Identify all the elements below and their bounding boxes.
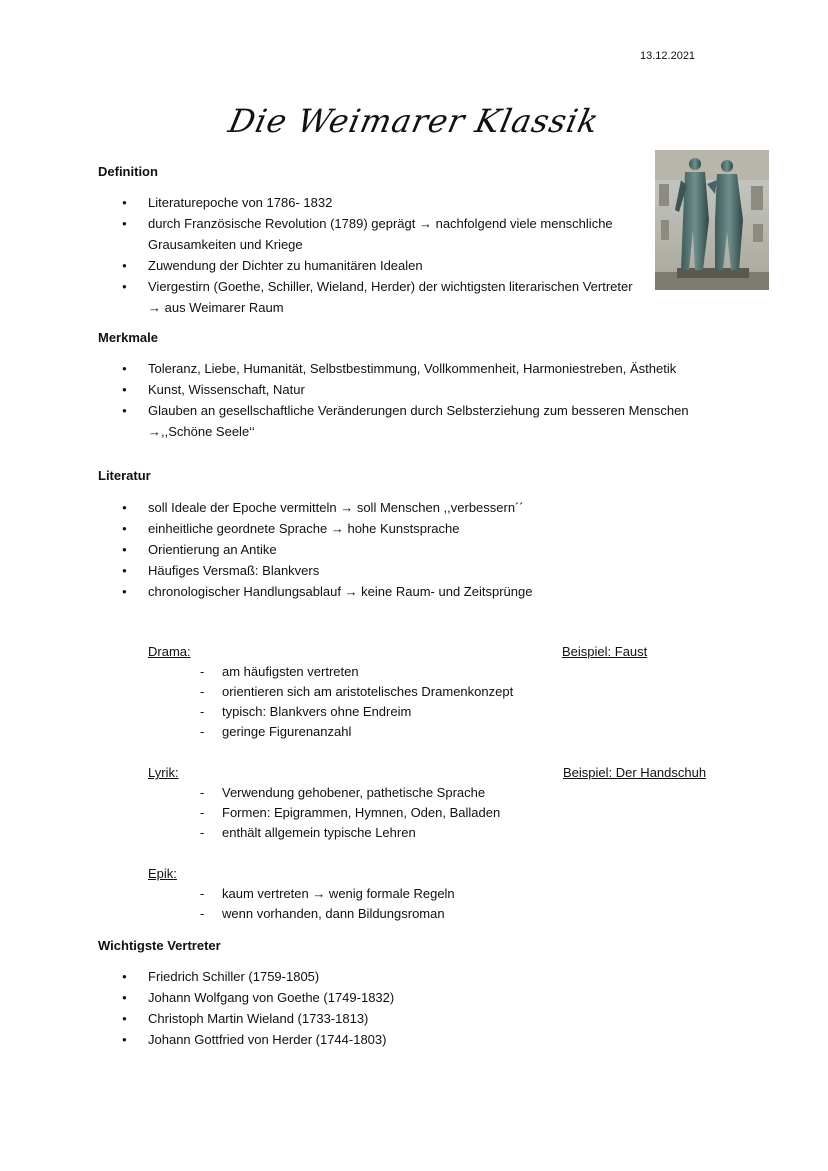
list-item: ● Christoph Martin Wieland (1733-1813) [98,1008,638,1029]
list-item: - typisch: Blankvers ohne Endreim [198,702,618,722]
section-heading-definition: Definition [98,164,158,179]
list-item: - kaum vertreten → wenig formale Regeln [198,884,618,904]
lyrik-list [198,783,618,843]
list-item: - am häufigsten vertreten [198,662,618,682]
list-item: - enthält allgemein typische Lehren [198,823,618,843]
drama-list [198,662,618,742]
lyrik-example: Beispiel: Der Handschuh [563,765,707,780]
merkmale-list [98,358,738,442]
list-item: ● Friedrich Schiller (1759-1805) [98,966,638,987]
list-item: ● Johann Gottfried von Herder (1744-1803) [98,1029,638,1050]
list-item: ● Literaturepoche von 1786- 1832 [98,192,638,213]
list-item: ● Glauben an gesellschaftliche Veränderungen durch Selbsterziehung zum besseren Menschen →,,Schöne Seele‘‘ [98,400,738,442]
list-item: ● Häufiges Versmaß: Blankvers [98,560,738,581]
list-item: - wenn vorhanden, dann Bildungsroman [198,904,618,924]
section-heading-literatur: Literatur [98,468,151,483]
goethe-schiller-monument-photo [655,150,769,290]
list-item: - orientieren sich am aristotelisches Dramenkonzept [198,682,618,702]
definition-list [98,192,638,318]
list-item: ● soll Ideale der Epoche vermitteln → soll Menschen ,,verbessern´´ [98,497,738,518]
subsection-drama: Drama: [148,644,191,659]
list-item: ● chronologischer Handlungsablauf → keine Raum- und Zeitsprünge [98,581,738,602]
list-item: ● einheitliche geordnete Sprache → hohe Kunstsprache [98,518,738,539]
list-item: ● Kunst, Wissenschaft, Natur [98,379,738,400]
list-item: - geringe Figurenanzahl [198,722,618,742]
literatur-list [98,497,738,602]
list-item: ● Orientierung an Antike [98,539,738,560]
list-item: - Formen: Epigrammen, Hymnen, Oden, Balladen [198,803,618,823]
section-heading-vertreter: Wichtigste Vertreter [98,938,221,953]
subsection-lyrik: Lyrik: [148,765,179,780]
list-item: ● Johann Wolfgang von Goethe (1749-1832) [98,987,638,1008]
subsection-epik: Epik: [148,866,177,881]
list-item: ● Viergestirn (Goethe, Schiller, Wieland, Herder) der wichtigsten literarischen Vertreter → aus Weimarer Raum [98,276,638,318]
vertreter-list [98,966,638,1050]
drama-example: Beispiel: Faust [562,644,648,659]
document-date: 13.12.2021 [640,50,696,62]
section-heading-merkmale: Merkmale [98,330,158,345]
list-item: ● Zuwendung der Dichter zu humanitären Idealen [98,255,638,276]
epik-list [198,884,618,924]
document-title: Die Weimarer Klassik [225,102,603,140]
list-item: - Verwendung gehobener, pathetische Sprache [198,783,618,803]
list-item: ● Toleranz, Liebe, Humanität, Selbstbestimmung, Vollkommenheit, Harmoniestreben, Ästhetik [98,358,738,379]
list-item: ● durch Französische Revolution (1789) geprägt → nachfolgend viele menschliche Grausamkeiten und Kriege [98,213,638,255]
